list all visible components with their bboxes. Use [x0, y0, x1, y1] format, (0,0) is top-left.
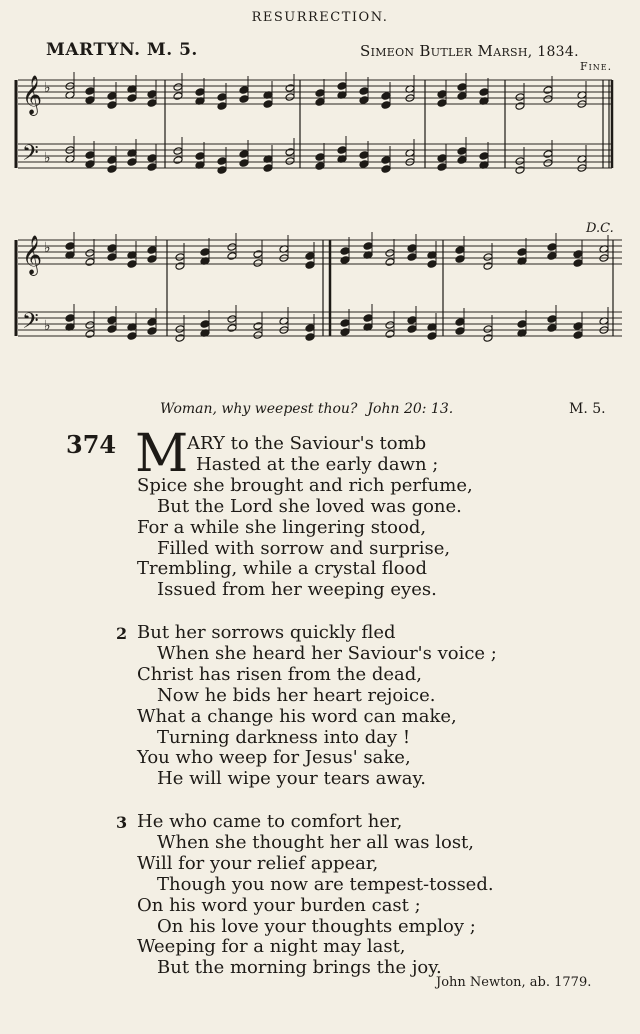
- verse-line: Will for your relief appear,: [137, 852, 379, 874]
- verse-line: He who came to comfort her,: [137, 811, 403, 832]
- note-head: [253, 259, 263, 268]
- verse-line: Now he bids her heart rejoice.: [157, 684, 436, 706]
- verse-line: On his word your burden cast ;: [137, 894, 421, 916]
- note-head: [385, 321, 395, 330]
- note-head: [340, 247, 350, 256]
- composer-year: , 1834.: [527, 44, 579, 60]
- note-head: [455, 327, 465, 336]
- note-head: [107, 244, 117, 253]
- dc-mark: D.C.: [586, 221, 614, 236]
- note-head: [381, 156, 391, 165]
- note-head: [217, 102, 227, 111]
- note-head: [315, 98, 325, 107]
- note-head: [543, 150, 553, 159]
- note-head: [483, 262, 493, 271]
- note-head: [573, 250, 583, 259]
- note-head: [263, 100, 273, 109]
- note-head: [217, 157, 227, 166]
- flat-icon: ♭: [44, 240, 51, 256]
- fine-mark: Fine.: [580, 60, 613, 73]
- note-head: [227, 315, 237, 324]
- note-head: [65, 242, 75, 251]
- note-head: [427, 332, 437, 341]
- note-head: [107, 92, 117, 101]
- note-head: [239, 159, 249, 168]
- note-head: [455, 255, 465, 264]
- verse-line: Weeping for a night may last,: [137, 936, 406, 958]
- note-head: [175, 262, 185, 271]
- note-head: [253, 322, 263, 331]
- note-head: [340, 319, 350, 328]
- note-head: [515, 102, 525, 111]
- note-head: [147, 154, 157, 163]
- note-head: [85, 96, 95, 105]
- note-head: [305, 261, 315, 270]
- note-head: [407, 316, 417, 325]
- bass-clef-icon: 𝄢: [22, 309, 39, 339]
- verse-line: When she thought her all was lost,: [157, 831, 475, 853]
- note-head: [315, 162, 325, 171]
- verse-line: Though you now are tempest-tossed.: [157, 873, 494, 895]
- first-line-smallcaps: ARY: [187, 433, 225, 454]
- note-head: [253, 331, 263, 340]
- note-head: [515, 93, 525, 102]
- note-head: [483, 334, 493, 343]
- note-head: [85, 330, 95, 339]
- note-head: [107, 316, 117, 325]
- note-head: [455, 318, 465, 327]
- note-head: [85, 151, 95, 160]
- note-head: [173, 147, 183, 156]
- note-head: [407, 325, 417, 334]
- note-head: [195, 88, 205, 97]
- note-head: [427, 260, 437, 269]
- flat-icon: ♭: [44, 150, 51, 166]
- note-head: [253, 250, 263, 259]
- note-head: [285, 157, 295, 166]
- note-head: [85, 258, 95, 267]
- note-head: [173, 83, 183, 92]
- note-head: [547, 252, 557, 261]
- verse-line: You who weep for Jesus' sake,: [137, 747, 411, 769]
- treble-clef-icon: 𝄞: [22, 75, 43, 115]
- flat-icon: ♭: [44, 80, 51, 96]
- note-head: [195, 152, 205, 161]
- note-head: [340, 328, 350, 337]
- verse-line: Trembling, while a crystal flood: [137, 558, 428, 580]
- note-head: [517, 248, 527, 257]
- music-score: [0, 0, 640, 400]
- note-head: [127, 158, 137, 167]
- note-head: [239, 150, 249, 159]
- bass-clef-icon: 𝄢: [22, 141, 39, 171]
- note-head: [85, 249, 95, 258]
- note-head: [385, 330, 395, 339]
- note-head: [285, 93, 295, 102]
- note-head: [107, 165, 117, 174]
- verse-line: Filled with sorrow and surprise,: [157, 537, 451, 559]
- note-head: [437, 163, 447, 172]
- note-head: [359, 151, 369, 160]
- note-head: [543, 95, 553, 104]
- note-head: [359, 87, 369, 96]
- verse-line: When she heard her Saviour's voice ;: [157, 642, 497, 664]
- note-head: [457, 92, 467, 101]
- note-head: [147, 163, 157, 172]
- verse-line: Spice she brought and rich perfume,: [137, 474, 473, 496]
- note-head: [239, 86, 249, 95]
- verse-line: Hasted at the early dawn ;: [196, 453, 439, 475]
- scripture-caption: [160, 401, 453, 417]
- note-head: [227, 324, 237, 333]
- note-head: [381, 101, 391, 110]
- note-head: [107, 325, 117, 334]
- note-head: [381, 92, 391, 101]
- composer-name: Simeon Butler Marsh: [360, 42, 528, 60]
- note-head: [543, 86, 553, 95]
- note-head: [457, 147, 467, 156]
- note-head: [573, 331, 583, 340]
- note-head: [407, 253, 417, 262]
- note-head: [547, 315, 557, 324]
- note-head: [515, 166, 525, 175]
- note-head: [227, 243, 237, 252]
- caption-reference: John 20: 13.: [367, 401, 454, 417]
- note-head: [217, 93, 227, 102]
- verse-line: What a change his word can make,: [137, 705, 457, 727]
- note-head: [573, 259, 583, 268]
- verse-line: But the morning brings the joy.: [157, 957, 442, 979]
- verse-line: Turning darkness into day !: [157, 726, 411, 748]
- meter-label: M. 5.: [569, 401, 606, 417]
- note-head: [315, 89, 325, 98]
- note-head: [407, 244, 417, 253]
- note-head: [175, 253, 185, 262]
- note-head: [147, 318, 157, 327]
- note-head: [547, 324, 557, 333]
- note-head: [147, 90, 157, 99]
- verse-line: For a while she lingering stood,: [137, 516, 427, 538]
- note-head: [217, 166, 227, 175]
- note-head: [147, 246, 157, 255]
- note-head: [543, 159, 553, 168]
- note-head: [85, 160, 95, 169]
- note-head: [359, 160, 369, 169]
- page-header: RESURRECTION.: [251, 10, 389, 25]
- note-head: [263, 164, 273, 173]
- note-head: [285, 148, 295, 157]
- note-head: [305, 252, 315, 261]
- note-head: [337, 82, 347, 91]
- note-head: [363, 242, 373, 251]
- note-head: [147, 99, 157, 108]
- note-head: [107, 101, 117, 110]
- first-line: [187, 433, 426, 454]
- note-head: [573, 322, 583, 331]
- note-head: [127, 332, 137, 341]
- caption-text: Woman, why weepest thou?: [160, 401, 358, 417]
- note-head: [437, 154, 447, 163]
- author-credit: John Newton, ab. 1779.: [436, 975, 592, 990]
- verse-line: Issued from her weeping eyes.: [157, 579, 437, 601]
- note-head: [127, 94, 137, 103]
- note-head: [455, 246, 465, 255]
- note-head: [173, 156, 183, 165]
- hymn-number: 374: [66, 430, 117, 459]
- note-head: [65, 314, 75, 323]
- note-head: [363, 314, 373, 323]
- verse-line: He will wipe your tears away.: [157, 768, 427, 790]
- note-head: [285, 84, 295, 93]
- note-head: [483, 253, 493, 262]
- note-head: [385, 249, 395, 258]
- flat-icon: ♭: [44, 318, 51, 334]
- note-head: [457, 83, 467, 92]
- note-head: [483, 325, 493, 334]
- verse-line: On his love your thoughts employ ;: [157, 915, 476, 937]
- note-head: [200, 248, 210, 257]
- note-head: [85, 87, 95, 96]
- stanza-number: 3: [116, 813, 128, 832]
- tune-name: MARTYN. M. 5.: [46, 40, 198, 60]
- note-head: [239, 95, 249, 104]
- drop-cap: M: [135, 424, 189, 484]
- note-head: [547, 243, 557, 252]
- note-head: [107, 156, 117, 165]
- stanza-number: 2: [116, 624, 128, 643]
- note-head: [227, 252, 237, 261]
- note-head: [385, 258, 395, 267]
- note-head: [479, 88, 489, 97]
- note-head: [147, 327, 157, 336]
- note-head: [305, 324, 315, 333]
- note-head: [175, 334, 185, 343]
- note-head: [147, 255, 157, 264]
- note-head: [127, 260, 137, 269]
- note-head: [315, 153, 325, 162]
- first-line-tail: to the Saviour's tomb: [224, 433, 427, 454]
- note-head: [175, 325, 185, 334]
- note-head: [85, 321, 95, 330]
- note-head: [437, 99, 447, 108]
- note-head: [457, 156, 467, 165]
- note-head: [337, 146, 347, 155]
- note-head: [200, 320, 210, 329]
- verse-line: But her sorrows quickly fled: [137, 622, 396, 643]
- note-head: [437, 90, 447, 99]
- note-head: [517, 320, 527, 329]
- note-head: [305, 333, 315, 342]
- note-head: [107, 253, 117, 262]
- note-head: [479, 152, 489, 161]
- note-head: [173, 92, 183, 101]
- note-head: [515, 157, 525, 166]
- treble-clef-icon: 𝄞: [22, 235, 43, 275]
- note-head: [340, 256, 350, 265]
- note-head: [359, 96, 369, 105]
- verse-line: Christ has risen from the dead,: [137, 663, 423, 685]
- verse-line: But the Lord she loved was gone.: [157, 495, 462, 517]
- note-head: [381, 165, 391, 174]
